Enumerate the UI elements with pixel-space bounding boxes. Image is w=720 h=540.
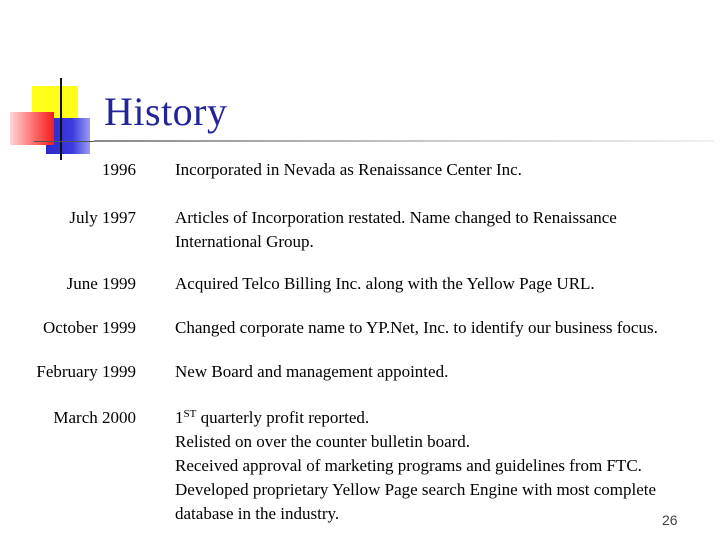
description-line: Acquired Telco Billing Inc. along with the Yellow Page URL. bbox=[175, 274, 595, 293]
timeline-date: March 2000 bbox=[53, 408, 136, 427]
description-line: Received approval of marketing programs and guidelines from FTC. bbox=[175, 456, 642, 475]
description-text: quarterly profit reported. bbox=[196, 408, 370, 427]
timeline-date: 1996 bbox=[102, 160, 136, 179]
description-line: New Board and management appointed. bbox=[175, 362, 449, 381]
timeline-description bbox=[175, 158, 705, 182]
timeline-description bbox=[175, 316, 715, 340]
description-line: Relisted on over the counter bulletin board. bbox=[175, 432, 471, 451]
timeline-description bbox=[175, 360, 705, 384]
description-line: Articles of Incorporation restated. Name changed to Renaissance International Group. bbox=[175, 208, 617, 251]
timeline-date: June 1999 bbox=[66, 274, 136, 293]
description-line: Incorporated in Nevada as Renaissance Center Inc. bbox=[175, 160, 522, 179]
timeline-date: July 1997 bbox=[69, 208, 136, 227]
ordinal-number: 1 bbox=[175, 408, 184, 427]
timeline-description bbox=[175, 406, 705, 526]
timeline-description bbox=[175, 272, 705, 296]
slide-title: History bbox=[104, 89, 228, 134]
description-line: Developed proprietary Yellow Page search Engine with most complete database in the industry. bbox=[175, 480, 657, 523]
timeline-date: February 1999 bbox=[36, 362, 136, 381]
page-number: 26 bbox=[662, 512, 678, 528]
description-line: Changed corporate name to YP.Net, Inc. to identify our business focus. bbox=[175, 318, 658, 337]
timeline-date: October 1999 bbox=[42, 318, 136, 337]
ordinal-suffix: ST bbox=[183, 408, 197, 420]
timeline-description bbox=[175, 206, 665, 254]
description-line bbox=[175, 406, 705, 430]
